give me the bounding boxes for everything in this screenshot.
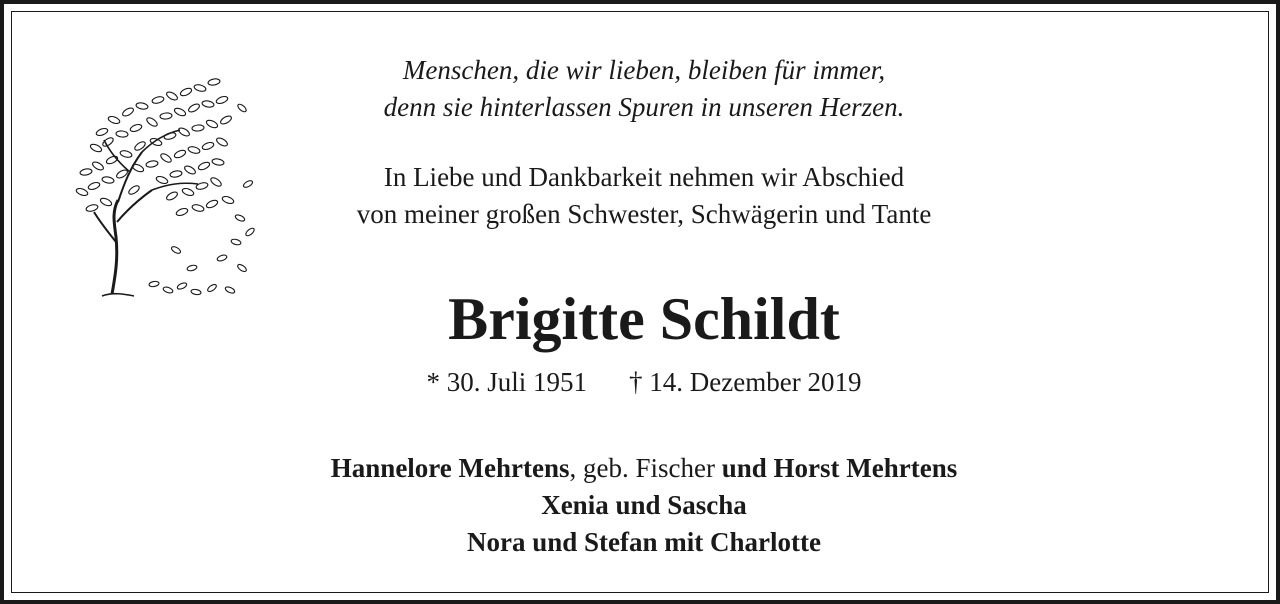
- mourner-maiden-name: , geb. Fischer: [569, 453, 722, 483]
- intro-line-1: In Liebe und Dankbarkeit nehmen wir Abschied: [383, 162, 905, 192]
- quote-line-1: Menschen, die wir lieben, bleiben für immer,: [402, 55, 886, 85]
- deceased-name: Brigitte Schildt: [448, 286, 840, 352]
- death-date: † 14. Dezember 2019: [629, 367, 862, 397]
- mourner-line-2: Xenia und Sascha: [541, 490, 747, 520]
- life-dates: [4, 364, 1280, 401]
- mourner-line-1: [4, 450, 1280, 487]
- farewell-intro: [4, 159, 1280, 233]
- mourners-list: [4, 450, 1280, 561]
- mourner-line-3: Nora und Stefan mit Charlotte: [467, 527, 821, 557]
- intro-line-2: von meiner großen Schwester, Schwägerin und Tante: [356, 199, 932, 229]
- quote-line-2: denn sie hinterlassen Spuren in unseren Herzen.: [383, 92, 905, 122]
- birth-date: * 30. Juli 1951: [426, 367, 588, 397]
- mourner-name-1: Hannelore Mehrtens: [330, 453, 570, 483]
- memorial-quote: [4, 52, 1280, 126]
- mourner-name-2: und Horst Mehrtens: [721, 453, 958, 483]
